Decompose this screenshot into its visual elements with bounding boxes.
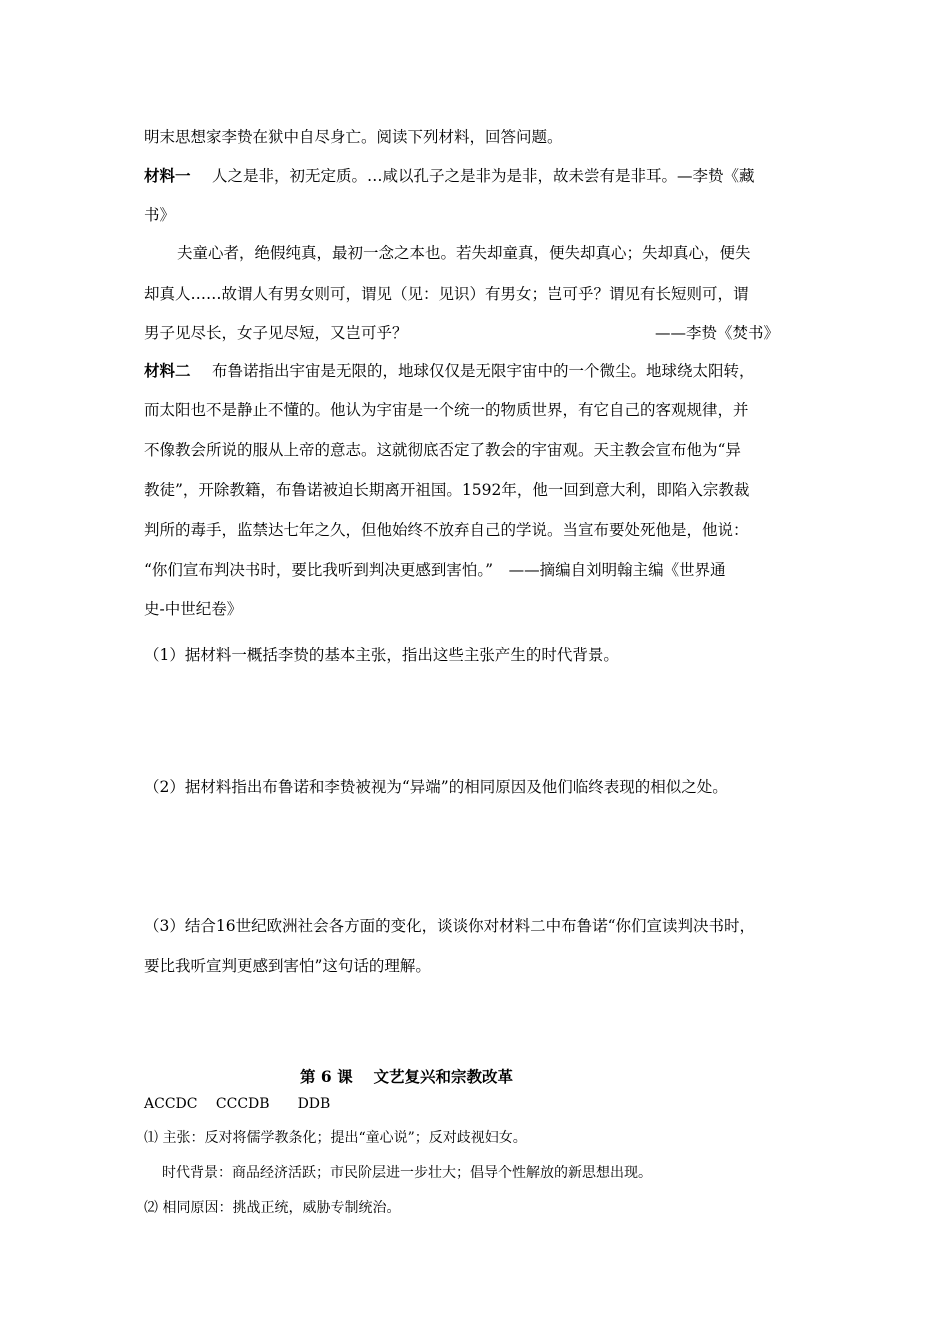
material-one-line-5: 男子见尽长，女子见尽短，又岂可乎？ — [144, 324, 408, 342]
answer-1-line-1: ⑴ 主张：反对将儒学教条化；提出“童心说”；反对歧视妇女。 — [144, 1130, 527, 1146]
material-one-label: 材料一 — [144, 166, 191, 185]
material-two-label: 材料二 — [144, 361, 191, 380]
answer-2: ⑵ 相同原因：挑战正统，威胁专制统治。 — [144, 1200, 401, 1216]
material-two-line-6: “你们宣布判决书时，要比我听到判决更感到害怕。” ——摘编自刘明翰主编《世界通 — [144, 561, 726, 579]
material-two-line-2: 而太阳也不是静止不懂的。他认为宇宙是一个统一的物质世界，有它自己的客观规律，并 — [144, 401, 749, 419]
material-two-line-4: 教徒”，开除教籍，布鲁诺被迫长期离开祖国。1592年，他一回到意大利，即陷入宗教裁 — [144, 481, 750, 499]
material-one-line-4: 却真人……故谓人有男女则可，谓见（见：见识）有男女；岂可乎？谓见有长短则可，谓 — [144, 285, 749, 303]
answer-1-line-2: 时代背景：商品经济活跃；市民阶层进一步壮大；倡导个性解放的新思想出现。 — [162, 1165, 652, 1181]
question-2: （2）据材料指出布鲁诺和李贽被视为“异端”的相同原因及他们临终表现的相似之处。 — [144, 778, 728, 796]
material-one-line-2: 书》 — [144, 206, 176, 224]
material-one-source: ——李贽《焚书》 — [655, 324, 780, 342]
material-one-line-1 — [144, 166, 755, 186]
question-3-line-2: 要比我听宣判更感到害怕”这句话的理解。 — [144, 957, 431, 975]
material-one-text-1: 人之是非，初无定质。…咸以孔子之是非为是非，故未尝有是非耳。—李贽《藏 — [212, 167, 755, 185]
answer-section-title: 第 6 课 文艺复兴和宗教改革 — [300, 1067, 513, 1086]
material-two-text-1: 布鲁诺指出宇宙是无限的，地球仅仅是无限宇宙中的一个微尘。地球绕太阳转， — [212, 362, 755, 380]
question-1: （1）据材料一概括李贽的基本主张，指出这些主张产生的时代背景。 — [144, 646, 619, 664]
intro-text: 明末思想家李贽在狱中自尽身亡。阅读下列材料，回答问题。 — [144, 128, 563, 146]
material-two-line-5: 判所的毒手，监禁达七年之久，但他始终不放弃自己的学说。当宣布要处死他是，他说： — [144, 521, 749, 539]
material-two-line-1 — [144, 361, 755, 381]
material-one-line-3: 夫童心者，绝假纯真，最初一念之本也。若失却童真，便失却真心；失却真心，便失 — [177, 244, 751, 262]
material-two-line-3: 不像教会所说的服从上帝的意志。这就彻底否定了教会的宇宙观。天主教会宣布他为“异 — [144, 441, 741, 459]
question-3-line-1: （3）结合16世纪欧洲社会各方面的变化，谈谈你对材料二中布鲁诺“你们宣读判决书时， — [144, 917, 756, 935]
material-two-line-7: 史-中世纪卷》 — [144, 600, 243, 618]
answer-choices: ACCDC CCCDB DDB — [144, 1096, 331, 1112]
